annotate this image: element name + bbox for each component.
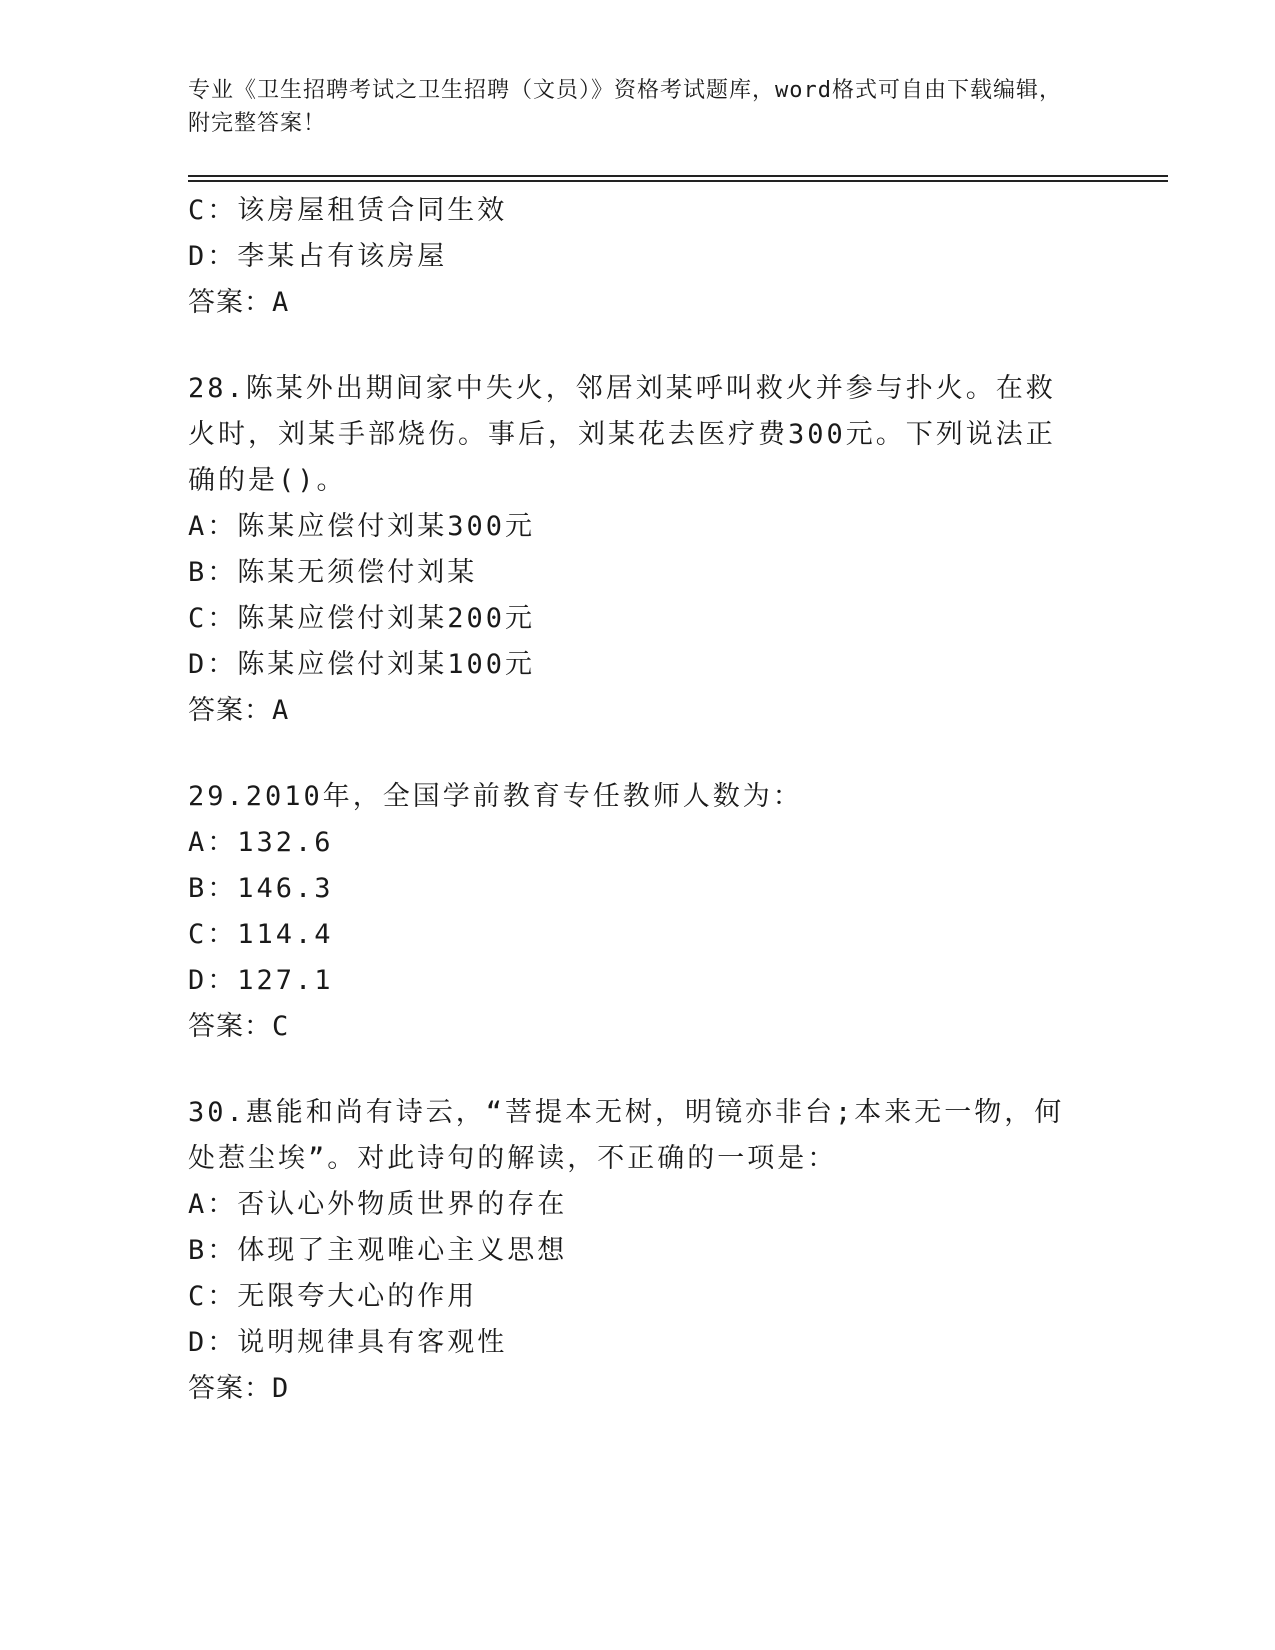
option-d: D：陈某应偿付刘某100元 — [188, 649, 536, 680]
option-d: D：127.1 — [188, 965, 334, 996]
header-rule-bottom — [188, 180, 1168, 182]
question-block-27 — [188, 188, 1078, 326]
option-c: C：114.4 — [188, 919, 334, 950]
option-a: A：陈某应偿付刘某300元 — [188, 511, 536, 542]
option-b: B：146.3 — [188, 873, 334, 904]
header-rule-top — [188, 175, 1168, 177]
option-d: D：说明规律具有客观性 — [188, 1327, 508, 1358]
option-c: C：无限夸大心的作用 — [188, 1281, 478, 1312]
question-text: 30.惠能和尚有诗云，“菩提本无树，明镜亦非台;本来无一物，何处惹尘埃”。对此诗句的解读，不正确的一项是： — [188, 1097, 1065, 1174]
question-block-29 — [188, 774, 1078, 1050]
option-c: C：该房屋租赁合同生效 — [188, 195, 508, 226]
document-header: 专业《卫生招聘考试之卫生招聘（文员）》资格考试题库，word格式可自由下载编辑，附完整答案！ — [188, 78, 1062, 136]
answer-line: 答案：A — [188, 695, 290, 726]
question-block-28 — [188, 366, 1078, 734]
option-d: D：李某占有该房屋 — [188, 241, 448, 272]
question-text: 29.2010年，全国学前教育专任教师人数为： — [188, 781, 803, 812]
option-b: B：陈某无须偿付刘某 — [188, 557, 478, 588]
answer-line: 答案：A — [188, 287, 290, 318]
question-list — [188, 188, 1078, 1412]
question-block-30 — [188, 1090, 1078, 1412]
answer-line: 答案：D — [188, 1373, 290, 1404]
option-c: C：陈某应偿付刘某200元 — [188, 603, 536, 634]
option-a: A：否认心外物质世界的存在 — [188, 1189, 568, 1220]
option-a: A：132.6 — [188, 827, 334, 858]
question-text: 28.陈某外出期间家中失火，邻居刘某呼叫救火并参与扑火。在救火时，刘某手部烧伤。事后，刘某花去医疗费300元。下列说法正确的是()。 — [188, 373, 1056, 496]
option-b: B：体现了主观唯心主义思想 — [188, 1235, 568, 1266]
answer-line: 答案：C — [188, 1011, 290, 1042]
